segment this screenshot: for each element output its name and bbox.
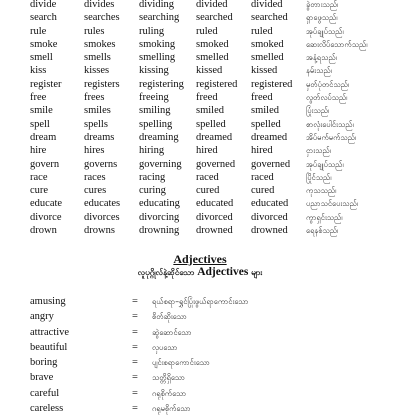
equals-sign: =	[132, 341, 138, 353]
verb-third-person: dreams	[84, 131, 115, 143]
verb-third-person: rules	[84, 25, 105, 37]
table-row	[30, 118, 396, 131]
section-title: Adjectives	[173, 252, 227, 266]
verb-past-participle: cured	[251, 185, 275, 197]
table-row	[30, 211, 396, 224]
verb-third-person: smokes	[84, 38, 116, 50]
adjective-meaning-burmese: ဆွဲဆောင်သော	[152, 327, 192, 337]
verb-ing-form: smiling	[139, 105, 171, 117]
verb-ing-form: governing	[139, 158, 182, 170]
verb-ing-form: drowning	[139, 225, 180, 237]
verb-forms-table	[30, 0, 396, 237]
verb-base: govern	[30, 158, 60, 170]
verb-base: drown	[30, 225, 57, 237]
equals-sign: =	[132, 403, 138, 415]
adjective-meaning-burmese: စိတ်ဆိုးသော	[152, 312, 187, 322]
adjective-list	[30, 294, 248, 416]
verb-ing-form: racing	[139, 171, 166, 183]
list-item	[30, 309, 248, 324]
verb-past: divorced	[196, 211, 233, 223]
verb-base: kiss	[30, 65, 47, 77]
table-row	[30, 158, 396, 171]
adjective-word: boring	[30, 357, 58, 369]
verb-base: cure	[30, 185, 49, 197]
verb-base: rule	[30, 25, 47, 37]
verb-past: spelled	[196, 118, 226, 130]
verb-third-person: hires	[84, 145, 105, 157]
verb-third-person: governs	[84, 158, 118, 170]
section-subtitle	[0, 266, 400, 279]
verb-base: search	[30, 12, 57, 24]
verb-past: smiled	[196, 105, 224, 117]
table-row	[30, 197, 396, 210]
verb-meaning-burmese: အနံ့ရသည်၊	[306, 53, 337, 63]
verb-meaning-burmese: စာလုံးပေါင်းသည်၊	[306, 119, 354, 129]
verb-base: hire	[30, 145, 47, 157]
verb-ing-form: kissing	[139, 65, 169, 77]
verb-ing-form: ruling	[139, 25, 165, 37]
verb-third-person: smells	[84, 52, 111, 64]
verb-base: free	[30, 92, 47, 104]
table-row	[30, 171, 396, 184]
verb-ing-form: hiring	[139, 145, 165, 157]
adjective-word: attractive	[30, 326, 70, 338]
list-item	[30, 386, 248, 401]
verb-past: registered	[196, 78, 238, 90]
verb-third-person: spells	[84, 118, 108, 130]
verb-past-participle: kissed	[251, 65, 278, 77]
verb-meaning-burmese: ပညာသင်ပေးသည်၊	[306, 199, 358, 209]
verb-past-participle: divided	[251, 0, 283, 10]
verb-base: register	[30, 78, 62, 90]
verb-ing-form: smelling	[139, 52, 176, 64]
verb-past-participle: dreamed	[251, 131, 288, 143]
table-row	[30, 91, 396, 104]
verb-past: raced	[196, 171, 219, 183]
verb-ing-form: registering	[139, 78, 184, 90]
verb-past: hired	[196, 145, 218, 157]
equals-sign: =	[132, 357, 138, 369]
verb-base: smell	[30, 52, 53, 64]
verb-past-participle: spelled	[251, 118, 281, 130]
verb-past: smoked	[196, 38, 229, 50]
verb-ing-form: curing	[139, 185, 166, 197]
verb-meaning-burmese: နမ်းသည်၊	[306, 66, 332, 76]
verb-past: governed	[196, 158, 236, 170]
adjective-word: beautiful	[30, 341, 68, 353]
table-row	[30, 0, 396, 11]
verb-ing-form: smoking	[139, 38, 176, 50]
verb-ing-form: educating	[139, 198, 180, 210]
verb-past-participle: educated	[251, 198, 289, 210]
adjective-word: brave	[30, 372, 54, 384]
verb-meaning-burmese: ဆေးလိပ်သောက်သည်၊	[306, 39, 368, 49]
subtitle-burmese: လူပုဂ္ဂိုလ်နဲ့ဆိုင်သော	[137, 268, 195, 277]
table-row	[30, 51, 396, 64]
verb-past-participle: registered	[251, 78, 293, 90]
verb-base: smoke	[30, 38, 58, 50]
verb-third-person: divides	[84, 0, 115, 10]
table-row	[30, 38, 396, 51]
equals-sign: =	[132, 326, 138, 338]
table-row	[30, 144, 396, 157]
verb-third-person: drowns	[84, 225, 115, 237]
table-row	[30, 78, 396, 91]
adjective-meaning-burmese: လှပသော	[152, 342, 178, 352]
subtitle-suffix: များ	[251, 268, 263, 277]
verb-past-participle: smelled	[251, 52, 284, 64]
verb-base: divide	[30, 0, 57, 10]
verb-past: dreamed	[196, 131, 233, 143]
table-row	[30, 131, 396, 144]
verb-meaning-burmese: အိပ်မက်မက်သည်၊	[306, 132, 357, 142]
verb-meaning-burmese: မှတ်ပုံတင်သည်၊	[306, 79, 350, 89]
list-item	[30, 355, 248, 370]
verb-third-person: registers	[84, 78, 120, 90]
verb-past: freed	[196, 92, 218, 104]
verb-meaning-burmese: ပြိုင်သည်၊	[306, 172, 332, 182]
verb-meaning-burmese: ပြုံးသည်၊	[306, 106, 330, 116]
verb-past-participle: hired	[251, 145, 273, 157]
verb-ing-form: dreaming	[139, 131, 179, 143]
verb-past-participle: divorced	[251, 211, 288, 223]
verb-meaning-burmese: ရေနစ်သည်၊	[306, 226, 339, 236]
verb-ing-form: divorcing	[139, 211, 180, 223]
equals-sign: =	[132, 372, 138, 384]
verb-base: spell	[30, 118, 50, 130]
subtitle-english: Adjectives	[197, 266, 249, 278]
verb-meaning-burmese: ကွာရှင်းသည်၊	[306, 212, 343, 222]
adjective-word: amusing	[30, 296, 66, 307]
equals-sign: =	[132, 296, 138, 307]
verb-base: dream	[30, 131, 57, 143]
verb-past-participle: smoked	[251, 38, 284, 50]
verb-base: smile	[30, 105, 53, 117]
verb-ing-form: spelling	[139, 118, 173, 130]
table-row	[30, 25, 396, 38]
adjective-meaning-burmese: ဂရုမစိုက်သော	[152, 404, 191, 414]
verb-past: smelled	[196, 52, 229, 64]
verb-third-person: frees	[84, 92, 105, 104]
adjective-meaning-burmese: ဂရုစိုက်သော	[152, 388, 187, 398]
verb-meaning-burmese: လွတ်လပ်သည်၊	[306, 93, 348, 103]
verb-third-person: smiles	[84, 105, 111, 117]
verb-third-person: educates	[84, 198, 121, 210]
adjective-word: careless	[30, 403, 64, 415]
list-item	[30, 325, 248, 340]
verb-past: drowned	[196, 225, 233, 237]
verb-past: cured	[196, 185, 220, 197]
verb-third-person: divorces	[84, 211, 120, 223]
table-row	[30, 224, 396, 237]
verb-meaning-burmese: အုပ်ချုပ်သည်၊	[306, 159, 344, 169]
verb-past: divided	[196, 0, 228, 10]
verb-past-participle: drowned	[251, 225, 288, 237]
table-row	[30, 64, 396, 77]
verb-base: educate	[30, 198, 63, 210]
verb-meaning-burmese: ရှာဖွေသည်၊	[306, 13, 338, 23]
verb-ing-form: searching	[139, 12, 180, 24]
verb-past: searched	[196, 12, 233, 24]
verb-past-participle: smiled	[251, 105, 279, 117]
verb-third-person: searches	[84, 12, 120, 24]
adjective-meaning-burmese: ရယ်စရာ–ရွှင်ပြုံးဖွယ်ရာကောင်းသော	[152, 297, 249, 306]
list-item	[30, 340, 248, 355]
verb-meaning-burmese: ငှားသည်၊	[306, 146, 331, 156]
table-row	[30, 184, 396, 197]
verb-past-participle: searched	[251, 12, 288, 24]
verb-ing-form: freeing	[139, 92, 169, 104]
verb-meaning-burmese: အုပ်ချုပ်သည်၊	[306, 26, 344, 36]
verb-third-person: cures	[84, 185, 107, 197]
table-row	[30, 11, 396, 24]
verb-third-person: kisses	[84, 65, 110, 77]
equals-sign: =	[132, 387, 138, 399]
verb-past-participle: raced	[251, 171, 274, 183]
table-row	[30, 104, 396, 117]
verb-past: educated	[196, 198, 234, 210]
verb-past: kissed	[196, 65, 223, 77]
verb-past-participle: freed	[251, 92, 273, 104]
list-item	[30, 401, 248, 416]
verb-ing-form: dividing	[139, 0, 175, 10]
verb-past-participle: governed	[251, 158, 291, 170]
list-item	[30, 294, 248, 309]
adjective-meaning-burmese: သတ္တိရှိသော	[152, 373, 185, 383]
verb-meaning-burmese: ခွဲတားသည်၊	[306, 0, 339, 9]
verb-meaning-burmese: ကုသသည်၊	[306, 186, 337, 196]
verb-past: ruled	[196, 25, 218, 37]
adjective-word: careful	[30, 387, 60, 399]
verb-third-person: races	[84, 171, 106, 183]
equals-sign: =	[132, 311, 138, 323]
verb-past-participle: ruled	[251, 25, 273, 37]
verb-base: divorce	[30, 211, 62, 223]
adjective-meaning-burmese: ပျင်းစရာကောင်းသော	[152, 358, 210, 368]
adjective-word: angry	[30, 311, 54, 323]
verb-base: race	[30, 171, 48, 183]
list-item	[30, 370, 248, 385]
